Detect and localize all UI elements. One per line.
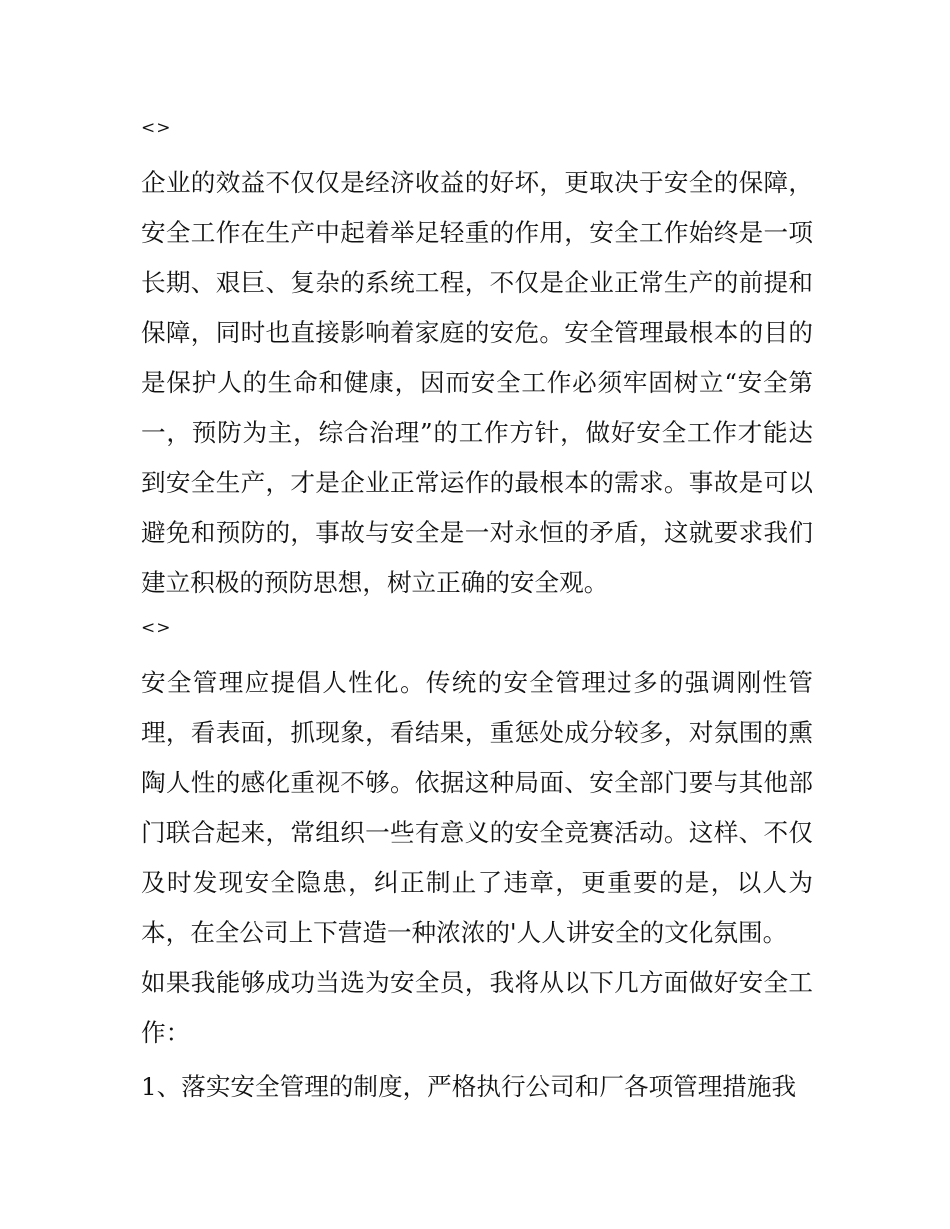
document-body xyxy=(141,108,813,1112)
paragraph-humanized-management: 安全管理应提倡人性化。传统的安全管理过多的强调刚性管理，看表面，抓现象，看结果，重惩处成分较多，对氛围的熏陶人性的感化重视不够。依据这种局面、安全部门要与其他部门联合起来，常组织一些有意义的安全竞赛活动。这样、不仅及时发现安全隐患，纠正制止了违章，更重要的是，以人为本，在全公司上下营造一种浓浓的'人人讲安全的文化氛围。 xyxy=(141,668,813,947)
paragraph-enterprise-benefit: 企业的效益不仅仅是经济收益的好坏，更取决于安全的保障，安全工作在生产中起着举足轻重的作用，安全工作始终是一项长期、艰巨、复杂的系统工程，不仅是企业正常生产的前提和保障，同时也直接影响着家庭的安危。安全管理最根本的目的是保护人的生命和健康，因而安全工作必须牢固树立“安全第一，预防为主，综合治理”的工作方针，做好安全工作才能达到安全生产，才是企业正常运作的最根本的需求。事故是可以避免和预防的，事故与安全是一对永恒的矛盾，这就要求我们建立积极的预防思想，树立正确的安全观。 xyxy=(141,168,813,597)
section-marker: <> xyxy=(141,618,172,638)
list-item: 1、落实安全管理的制度，严格执行公司和厂各项管理措施我 xyxy=(141,1072,797,1101)
section-marker: <> xyxy=(141,118,172,138)
paragraph-candidate-statement: 如果我能够成功当选为安全员，我将从以下几方面做好安全工作： xyxy=(141,968,813,1047)
